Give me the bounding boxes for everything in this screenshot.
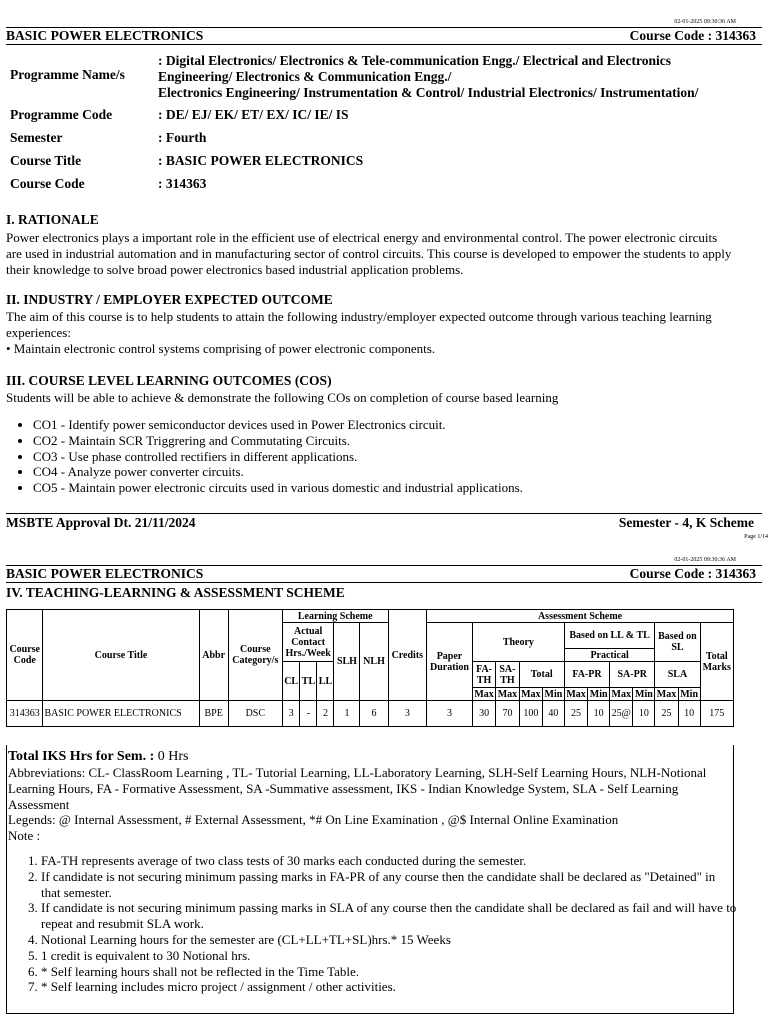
cell-tl: - [300,701,317,727]
semester-scheme: Semester - 4, K Scheme [618,515,754,530]
cell-sla-max: 25 [655,701,678,727]
list-item: • CO1 - Identify power semiconductor devices used in Power Electronics circuit. [33,417,753,433]
th-learning-scheme: Learning Scheme [282,610,388,623]
semester-value: : Fourth [158,130,207,145]
th-max: Max [521,688,541,700]
page-header [6,565,762,583]
list-item: 2. If candidate is not securing minimum passing marks in FA-PR of any course then the candidate shall be declared as "Detained" in that semester. [41,869,737,901]
industry-bullet: • Maintain electronic control systems comprising of power electronic components. [6,341,436,356]
page-footer [6,513,762,531]
th-credits: Credits [388,610,427,701]
th-fa-pr: FA-PR [564,662,609,688]
page-header [6,27,762,45]
cell-sa-pr-max: 25@ [610,701,633,727]
cell-fa-th-max: 30 [472,701,495,727]
th-total: Total [519,662,564,688]
cell-category: DSC [228,701,282,727]
cell-total-marks: 175 [700,701,733,727]
cell-nlh: 6 [360,701,388,727]
rationale-heading: I. RATIONALE [6,212,99,227]
th-paper-duration: Paper Duration [427,623,473,701]
cell-total-max: 100 [519,701,542,727]
header-course-title: BASIC POWER ELECTRONICS [6,28,204,43]
list-item: 7. * Self learning includes micro project / assignment / other activities. [41,979,737,995]
th-course-code: Course Code [7,610,43,701]
th-sa-pr: SA-PR [610,662,655,688]
course-code-value: : 314363 [158,176,207,191]
table-row [7,701,734,727]
cell-sa-th-max: 70 [496,701,519,727]
rationale-text: Power electronics plays a important role in the efficient use of electrical energy and environmental control. The power electronic circuits are used in industrial automation and in manufacturing sector of control circuits. This course is developed to empower the students to apply their knowledge to solve broad power electronics based industrial application problems. [6,230,732,277]
scheme-heading: IV. TEACHING-LEARNING & ASSESSMENT SCHEME [6,585,345,600]
list-item: 1. FA-TH represents average of two class tests of 30 marks each conducted during the semester. [41,853,737,869]
page-number: Page 1/14 [744,534,768,540]
header-course-code: Course Code : 314363 [629,28,756,43]
list-item: • CO2 - Maintain SCR Triggrering and Commutating Circuits. [33,433,753,449]
cell-fa-pr-min: 10 [588,701,610,727]
th-ll: LL [317,662,334,701]
notes-list [8,853,737,995]
th-fa-th: FA- TH [472,662,495,688]
semester-label: Semester [10,130,63,145]
cell-sa-pr-min: 10 [633,701,655,727]
list-item: 6. * Self learning hours shall not be reflected in the Time Table. [41,964,737,980]
th-theory: Theory [472,623,564,662]
cos-heading: III. COURSE LEVEL LEARNING OUTCOMES (COS) [6,373,332,388]
print-timestamp: 02-01-2025 09:30:36 AM [674,19,736,25]
cell-fa-pr-max: 25 [564,701,587,727]
programme-names-value: : Digital Electronics/ Electronics & Tele-communication Engg./ Electrical and Electronics Engineering/ Electronics & Communication Engg./ Electronics Engineering/ Instrumentation & Control/ Industrial Electronics/ Instrumentation/ [158,53,699,100]
list-item: • CO5 - Maintain power electronic circuits used in various domestic and industrial applications. [33,480,753,496]
assessment-scheme-table [6,609,734,727]
programme-names-line3: Electronics Engineering/ Instrumentation & Control/ Industrial Electronics/ Instrumentation/ [158,85,699,100]
th-min: Min [678,688,700,701]
list-item: 5. 1 credit is equivalent to 30 Notional hrs. [41,948,737,964]
approval-date: MSBTE Approval Dt. 21/11/2024 [6,515,196,530]
cell-slh: 1 [334,701,360,727]
list-item: 3. If candidate is not securing minimum passing marks in SLA of any course then the candidate shall be declared as fail and will have to repeat and resubmit SLA work. [41,900,737,932]
th-practical: Practical [564,649,654,662]
industry-heading: II. INDUSTRY / EMPLOYER EXPECTED OUTCOME [6,292,333,307]
course-title-label: Course Title [10,153,82,168]
cell-credits: 3 [388,701,427,727]
programme-code-label: Programme Code [10,107,113,122]
th-total-marks: Total Marks [700,623,733,701]
programme-names-label: Programme Name/s [10,67,125,82]
th-min: Min [633,688,655,701]
cell-title: BASIC POWER ELECTRONICS [43,701,199,727]
th-max: Max [497,688,518,700]
course-title-value: : BASIC POWER ELECTRONICS [158,153,364,168]
th-min: Min [588,688,610,701]
th-course-title: Course Title [43,610,199,701]
header-course-code: Course Code : 314363 [629,566,756,581]
cell-paper-duration: 3 [427,701,473,727]
th-nlh: NLH [360,623,388,701]
th-based-ll-tl: Based on LL & TL [564,623,654,649]
cell-ll: 2 [317,701,334,727]
cos-intro: Students will be able to achieve & demonstrate the following COs on completion of course based learning [6,390,559,405]
cell-cl: 3 [282,701,300,727]
list-item: 4. Notional Learning hours for the semester are (CL+LL+TL+SL)hrs.* 15 Weeks [41,932,737,948]
abbreviations-text: Abbreviations: CL- ClassRoom Learning , TL- Tutorial Learning, LL-Laboratory Learning, SLH-Self Learning Hours, NLH-Notional Learning Hours, FA - Formative Assessment, SA -Summative assessment, IKS - Indian Knowledge System, SLA - Self Learning Assessment [8,765,707,812]
list-item: • CO3 - Use phase controlled rectifiers in different applications. [33,449,753,465]
iks-label: Total IKS Hrs for Sem. : [8,749,155,764]
iks-hours [8,749,720,765]
th-category: Course Category/s [228,610,282,701]
th-based-sl: Based on SL [655,623,700,662]
th-max: Max [566,688,586,700]
cell-total-min: 40 [543,701,565,727]
industry-text: The aim of this course is to help students to attain the following industry/employer expected outcome through various teaching learning experiences: [6,309,712,340]
th-cl: CL [282,662,300,701]
cell-abbr: BPE [199,701,228,727]
note-label: Note : [8,828,41,843]
cos-list [0,417,753,496]
th-slh: SLH [334,623,360,701]
th-actual-contact: Actual Contact Hrs./Week [282,623,334,662]
th-assessment-scheme: Assessment Scheme [427,610,734,623]
th-abbr: Abbr [199,610,228,701]
programme-code-value: : DE/ EJ/ EK/ ET/ EX/ IC/ IE/ IS [158,107,349,122]
course-code-label: Course Code [10,176,85,191]
th-sa-th: SA- TH [496,662,519,688]
th-max: Max [611,688,631,700]
th-max: Max [656,688,677,700]
th-tl: TL [300,662,317,701]
th-sla: SLA [655,662,700,688]
print-timestamp: 02-01-2025 09:30:36 AM [674,557,736,563]
list-item: • CO4 - Analyze power converter circuits. [33,464,753,480]
iks-value: 0 Hrs [154,749,189,764]
th-min: Min [543,688,565,701]
header-course-title: BASIC POWER ELECTRONICS [6,566,204,581]
cell-sla-min: 10 [678,701,700,727]
cell-code: 314363 [7,701,43,727]
th-max: Max [474,688,494,700]
legends-text: Legends: @ Internal Assessment, # External Assessment, *# On Line Examination , @$ Internal Online Examination [8,812,619,827]
